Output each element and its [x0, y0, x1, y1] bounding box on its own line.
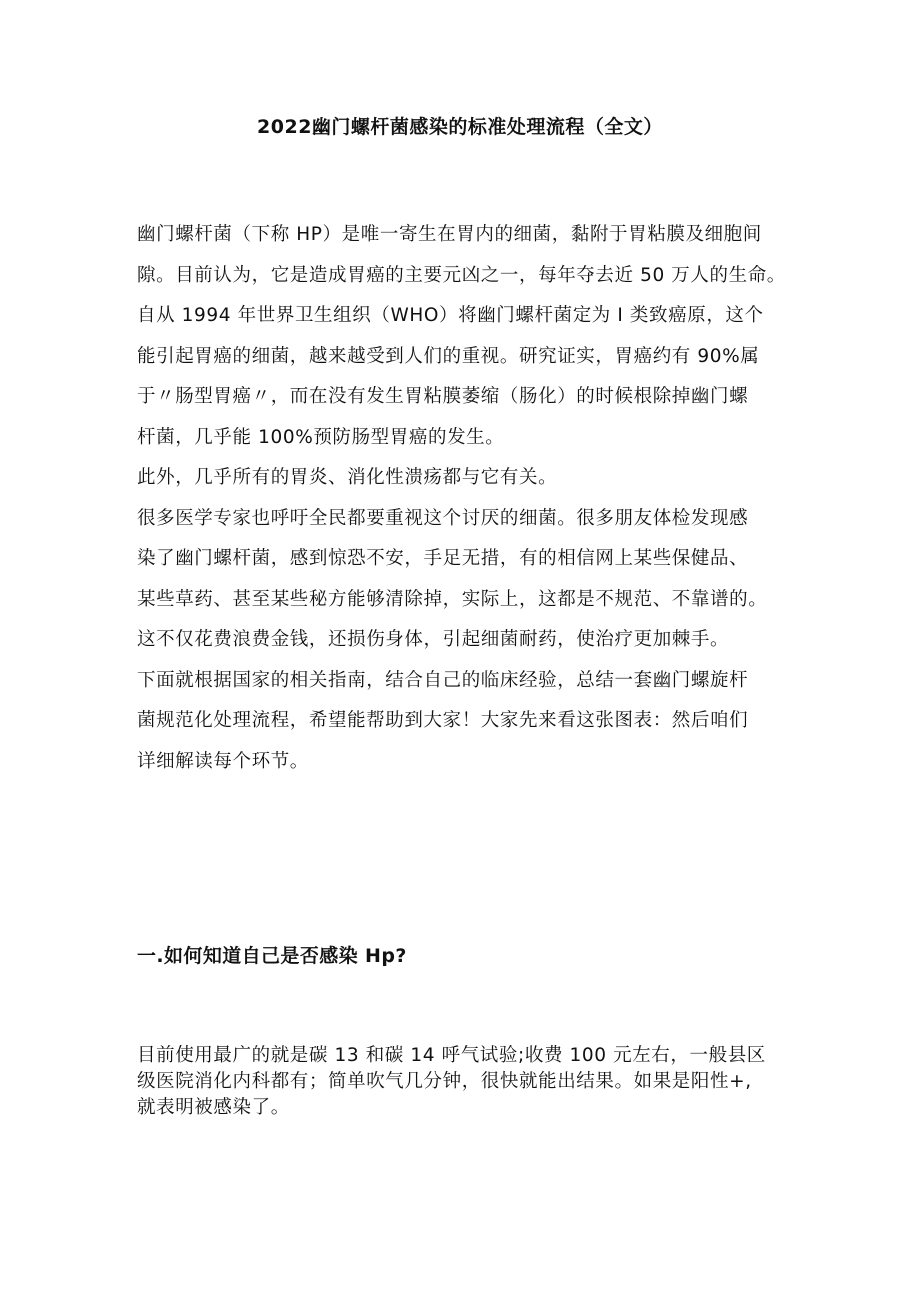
- text-line: 杆菌，几乎能 100%预防肠型胃癌的发生。: [137, 426, 505, 448]
- text-line: 能引起胃癌的细菌，越来越受到人们的重视。研究证实，胃癌约有 90%属: [137, 345, 760, 367]
- text-line: 自从 1994 年世界卫生组织（WHO）将幽门螺杆菌定为 I 类致癌原，这个: [137, 305, 764, 326]
- text-line: 下面就根据国家的相关指南，结合自己的临床经验，总结一套幽门螺旋杆: [137, 669, 749, 691]
- text-line: 幽门螺杆菌（下称 HP）是唯一寄生在胃内的细菌，黏附于胃粘膜及细胞间: [137, 224, 762, 245]
- text-line: 菌规范化处理流程，希望能帮助到大家！大家先来看这张图表：然后咱们: [137, 710, 749, 731]
- text-line: 这不仅花费浪费金钱，还损伤身体，引起细菌耐药，使治疗更加棘手。: [137, 629, 730, 650]
- text-line: 就表明被感染了。: [137, 1097, 290, 1118]
- document-title: 2022幽门螺杆菌感染的标准处理流程（全文）: [257, 116, 663, 138]
- text-line: 此外，几乎所有的胃炎、消化性溃疡都与它有关。: [137, 467, 558, 488]
- text-line: 很多医学专家也呼吁全民都要重视这个讨厌的细菌。很多朋友体检发现感: [137, 507, 749, 529]
- text-line: 目前使用最广的就是碳 13 和碳 14 呼气试验;收费 100 元左右，一般县区: [137, 1045, 766, 1066]
- section-heading: 一.如何知道自己是否感染 Hp?: [137, 945, 407, 967]
- text-line: 隙。目前认为，它是造成胃癌的主要元凶之一，每年夺去近 50 万人的生命。: [137, 264, 786, 286]
- text-line: 于〃肠型胃癌〃，而在没有发生胃粘膜萎缩（肠化）的时候根除掉幽门螺: [137, 386, 749, 407]
- intro-section: [137, 215, 797, 782]
- text-line: 详细解读每个环节。: [137, 750, 309, 772]
- section-body: [137, 1043, 797, 1121]
- text-line: 级医院消化内科都有；简单吹气几分钟，很快就能出结果。如果是阳性+,: [137, 1071, 752, 1092]
- text-line: 某些草药、甚至某些秘方能够清除掉，实际上，这都是不规范、不靠谱的。: [137, 588, 768, 610]
- text-line: 染了幽门螺杆菌，感到惊恐不安，手足无措，有的相信网上某些保健品、: [137, 548, 749, 569]
